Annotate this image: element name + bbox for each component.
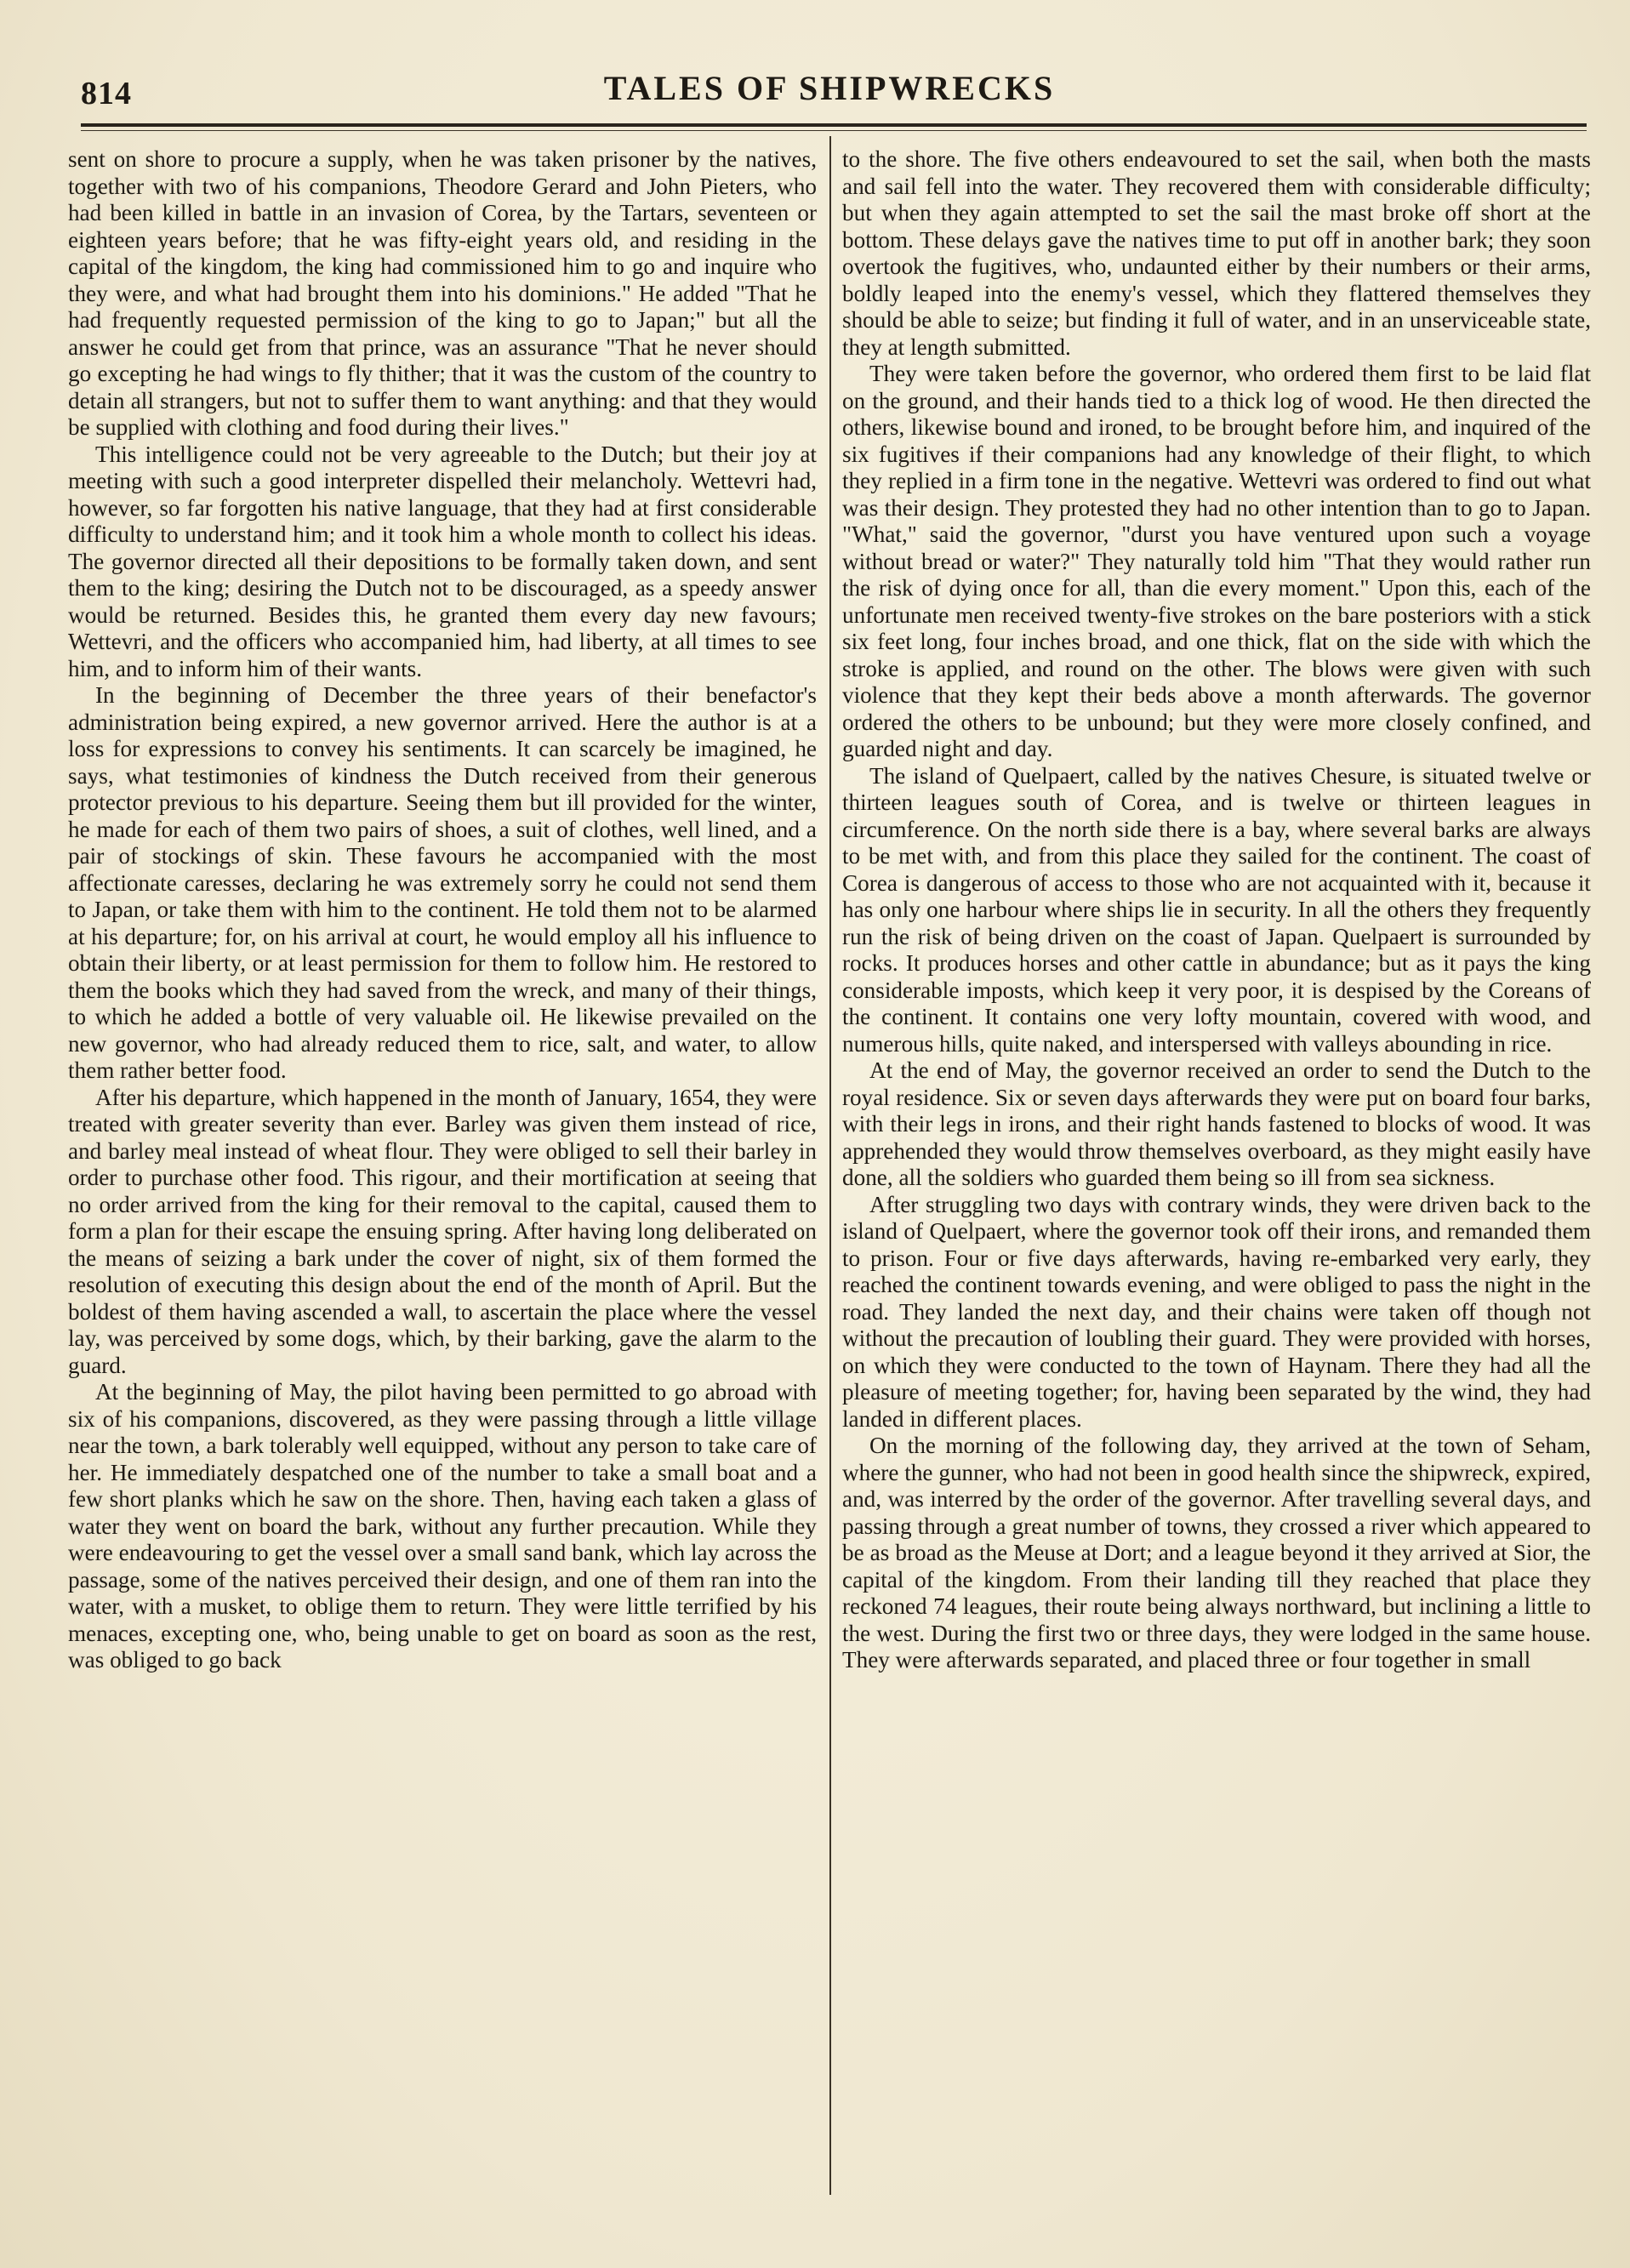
paragraph: On the morning of the following day, they arrived at the town of Seham, where the gunner, who had not been in good health since the shipwreck, expired, and, was interred by the order of the governor. After travelling several days, and passing through a great number of towns, they crossed a river which appeared to be as broad as the Meuse at Dort; and a league beyond it they arrived at Sior, the capital of the kingdom. From their landing till they reached that place they reckoned 74 leagues, their route being always northward, but inclining a little to the west. During the first two or three days, they were lodged in the same house. They were afterwards separated, and placed three or four together in small — [842, 1433, 1591, 1673]
paragraph: The island of Quelpaert, called by the natives Chesure, is situated twelve or thirteen leagues south of Corea, and is twelve or thirteen leagues in circumference. On the north side there is a bay, where several barks are always to be met with, and from this place they sailed for the continent. The coast of Corea is dangerous of access to those who are not acquainted with it, because it has only one harbour where ships lie in security. In all the others they frequently run the risk of being driven on the coast of Japan. Quelpaert is surrounded by rocks. It produces horses and other cattle in abundance; but as it pays the king considerable imposts, which keep it very poor, it is despised by the Coreans of the continent. It contains one very lofty mountain, covered with wood, and numerous hills, quite naked, and interspersed with valleys abounding in rice. — [842, 762, 1591, 1057]
page-header — [81, 60, 1578, 111]
paragraph: sent on shore to procure a supply, when he was taken prisoner by the natives, together with two of his companions, Theodore Gerard and John Pieters, who had been killed in battle in an invasion of Corea, by the Tartars, seventeen or eighteen years before; that he was fifty-eight years old, and residing in the capital of the kingdom, the king had commissioned him to go and inquire who they were, and what had brought them into his dominions." He added "That he had frequently requested permission of the king to go to Japan;" but all the answer he could get from that prince, was an assurance "That he never should go excepting he had wings to fly thither; that it was the custom of the country to detain all strangers, but not to suffer them to want anything: and that they would be supplied with clothing and food during their lives." — [68, 146, 817, 440]
header-rule-thin — [81, 130, 1587, 131]
paragraph: At the end of May, the governor received an order to send the Dutch to the royal residence. Six or seven days afterwards they were put on board four barks, with their legs in irons, and their right hands fastened to blocks of wood. It was apprehended they would throw themselves overboard, as they might easily have done, all the soldiers who guarded them being so ill from sea sickness. — [842, 1057, 1591, 1190]
left-column — [68, 146, 817, 2197]
running-title: TALES OF SHIPWRECKS — [603, 69, 1056, 107]
page-number: 814 — [81, 76, 132, 111]
paragraph: At the beginning of May, the pilot having been permitted to go abroad with six of his companions, discovered, as they were passing through a little village near the town, a bark tolerably well equipped, without any person to take care of her. He immediately despatched one of the number to take a small boat and a few short planks which he saw on the shore. Then, having each taken a glass of water they went on board the bark, without any further precaution. While they were endeavouring to get the vessel over a small sand bank, which lay across the passage, some of the natives perceived their design, and one of them ran into the water, with a musket, to oblige them to return. They were little terrified by his menaces, excepting one, who, being unable to get on board as soon as the rest, was obliged to go back — [68, 1379, 817, 1673]
paragraph: to the shore. The five others endeavoured to set the sail, when both the masts and sail fell into the water. They recovered them with considerable difficulty; but when they again attempted to set the sail the mast broke off short at the bottom. These delays gave the natives time to put off in another bark; they soon overtook the fugitives, who, undaunted either by their numbers or their arms, boldly leaped into the enemy's vessel, which they flattered themselves they should be able to seize; but finding it full of water, and in an unserviceable state, they at length submitted. — [842, 146, 1591, 360]
paragraph: They were taken before the governor, who ordered them first to be laid flat on the ground, and their hands tied to a thick log of wood. He then directed the others, likewise bound and ironed, to be brought before him, and inquired of the six fugitives if their companions had any knowledge of their flight, to which they replied in a firm tone in the negative. Wettevri was ordered to find out what was their design. They protested they had no other intention than to go to Japan. "What," said the governor, "durst you have ventured upon such a voyage without bread or water?" They naturally told him "That they would rather run the risk of dying once for all, than die every moment." Upon this, each of the unfortunate men received twenty-five strokes on the bare posteriors with a stick six feet long, four inches broad, and one thick, flat on the side with which the stroke is applied, and round on the other. The blows were given with such violence that they kept their beds above a month afterwards. The governor ordered the others to be unbound; but they were more closely confined, and guarded night and day. — [842, 361, 1591, 761]
paragraph: After his departure, which happened in the month of January, 1654, they were treated with greater severity than ever. Barley was given them instead of rice, and barley meal instead of wheat flour. They were obliged to sell their barley in order to purchase other food. This rigour, and their mortification at seeing that no order arrived from the king for their removal to the capital, caused them to form a plan for their escape the ensuing spring. After having long deliberated on the means of seizing a bark under the cover of night, six of them formed the resolution of executing this design about the end of the month of April. But the boldest of them having ascended a wall, to ascertain the place where the vessel lay, was perceived by some dogs, which, by their barking, gave the alarm to the guard. — [68, 1084, 817, 1378]
column-divider — [829, 136, 831, 2195]
paragraph: In the beginning of December the three years of their benefactor's administration being expired, a new governor arrived. Here the author is at a loss for expressions to convey his sentiments. It can scarcely be imagined, he says, what testimonies of kindness the Dutch received from their generous protector previous to his departure. Seeing them but ill provided for the winter, he made for each of them two pairs of shoes, a suit of clothes, well lined, and a pair of stockings of skin. These favours he accompanied with the most affectionate caresses, declaring he was extremely sorry he could not send them to Japan, or take them with him to the continent. He told them not to be alarmed at his departure; for, on his arrival at court, he would employ all his influence to obtain their liberty, or at least permission for them to follow him. He restored to them the books which they had saved from the wreck, and many of their things, to which he added a bottle of very valuable oil. He likewise prevailed on the new governor, who had already reduced them to rice, salt, and water, to allow them rather better food. — [68, 682, 817, 1083]
header-rule — [81, 123, 1587, 127]
paragraph: After struggling two days with contrary winds, they were driven back to the island of Quelpaert, where the governor took off their irons, and remanded them to prison. Four or five days afterwards, having re-embarked very early, they reached the continent towards evening, and were obliged to pass the night in the road. They landed the next day, and their chains were taken off though not without the precaution of loubling their guard. They were provided with horses, on which they were conducted to the town of Haynam. There they had all the pleasure of meeting together; for, having been separated by the wind, they had landed in different places. — [842, 1191, 1591, 1432]
paragraph: This intelligence could not be very agreeable to the Dutch; but their joy at meeting with such a good interpreter dispelled their melancholy. Wettevri had, however, so far forgotten his native language, that they had at first considerable difficulty to understand him; and it took him a whole month to collect his ideas. The governor directed all their depositions to be formally taken down, and sent them to the king; desiring the Dutch not to be discouraged, as a speedy answer would be returned. Besides this, he granted them every day new favours; Wettevri, and the officers who accompanied him, had liberty, at all times to see him, and to inform him of their wants. — [68, 441, 817, 681]
right-column — [842, 146, 1591, 2197]
